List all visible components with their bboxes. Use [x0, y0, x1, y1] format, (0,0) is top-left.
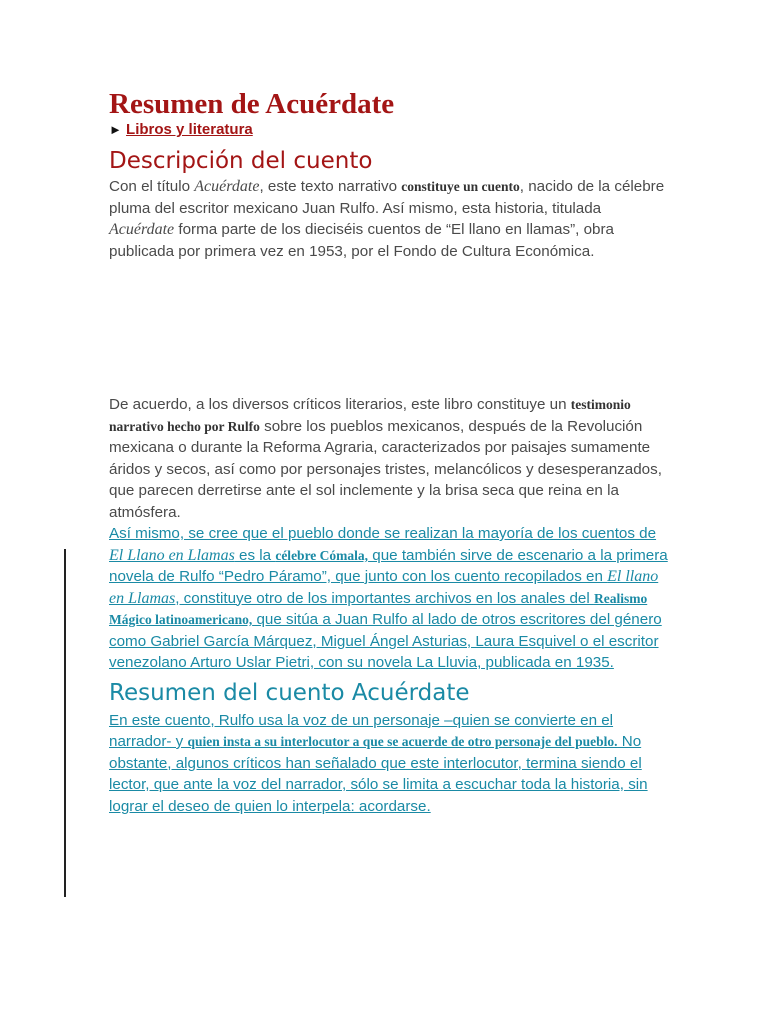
text-bold[interactable]: Realismo Mágico latinoamericano, [109, 590, 648, 627]
text-run: , este texto narrativo [259, 178, 402, 195]
section-heading-resumen[interactable]: Resumen del cuento Acuérdate [109, 679, 470, 706]
text-run: Con el título [109, 178, 195, 195]
category-link[interactable]: Libros y literatura [126, 121, 253, 138]
text-run[interactable]: es la [234, 546, 276, 564]
paragraph-comala-link[interactable] [109, 523, 669, 674]
text-run[interactable]: Así mismo, se cree que el pueblo donde se realizan la mayoría de los cuentos de [109, 525, 657, 542]
triangle-right-icon: ► [109, 122, 122, 137]
text-bold: constituye un cuento [401, 179, 520, 194]
text-run[interactable]: que también sirve de escenario a la primera novela de Rulfo “Pedro Páramo”, que junto con los cuento recopilados en [109, 546, 668, 585]
paragraph-criticos [109, 394, 669, 523]
title-italic[interactable]: El Llano en Llamas [109, 546, 235, 564]
title-italic: Acuérdate [109, 221, 175, 238]
margin-change-bar [64, 549, 66, 897]
page-title: Resumen de Acuérdate [109, 88, 395, 120]
text-run: sobre los pueblos mexicanos, después de la Revolución mexicana o durante la Reforma Agraria, caracterizados por paisajes sumamente áridos y secos, así como por personajes tristes, melancólicos y desesperanzados, que parecen derretirse ante el sol inclemente y la brisa seca que reina en la atmósfera. [109, 417, 662, 521]
text-run: , nacido de la célebre pluma del escritor mexicano Juan Rulfo. Así mismo, esta historia, titulada [109, 178, 665, 217]
text-run: forma parte de los dieciséis cuentos de “El llano en llamas”, obra publicada por primera vez en 1953, por el Fondo de Cultura Económica. [109, 221, 614, 260]
title-italic[interactable]: El llano en Llamas [109, 568, 659, 607]
text-bold[interactable]: quien insta a su interlocutor a que se acuerde de otro personaje del pueblo. [187, 734, 618, 749]
paragraph-descripcion [109, 176, 669, 262]
breadcrumb [109, 120, 669, 140]
text-run[interactable]: que sitúa a Juan Rulfo al lado de otros escritores del género como Gabriel García Márquez, Miguel Ángel Asturias, Laura Esquivel o el escritor venezolano Arturo Uslar Pietri, con su novela La Lluvia, publicada en 1935. [109, 611, 662, 671]
blank-space [109, 262, 669, 394]
document-page [109, 86, 669, 817]
text-bold: testimonio narrativo hecho por Rulfo [109, 397, 631, 434]
text-run[interactable]: , constituye otro de los importantes archivos en los anales del [175, 589, 594, 607]
text-bold[interactable]: célebre Cómala, [275, 547, 369, 563]
title-italic: Acuérdate [194, 178, 260, 195]
section-heading-descripcion: Descripción del cuento [109, 148, 373, 174]
text-run[interactable]: No obstante, algunos críticos han señalado que este interlocutor, termina siendo el lector, que ante la voz del narrador, sólo se limita a escuchar toda la historia, sin lograr el deseo de quien lo interpela: acordarse. [109, 733, 648, 815]
paragraph-resumen-link[interactable] [109, 710, 669, 818]
text-run[interactable]: En este cuento, Rulfo usa la voz de un personaje –quien se convierte en el narrador- y [109, 711, 614, 750]
text-run: De acuerdo, a los diversos críticos literarios, este libro constituye un [109, 396, 571, 413]
